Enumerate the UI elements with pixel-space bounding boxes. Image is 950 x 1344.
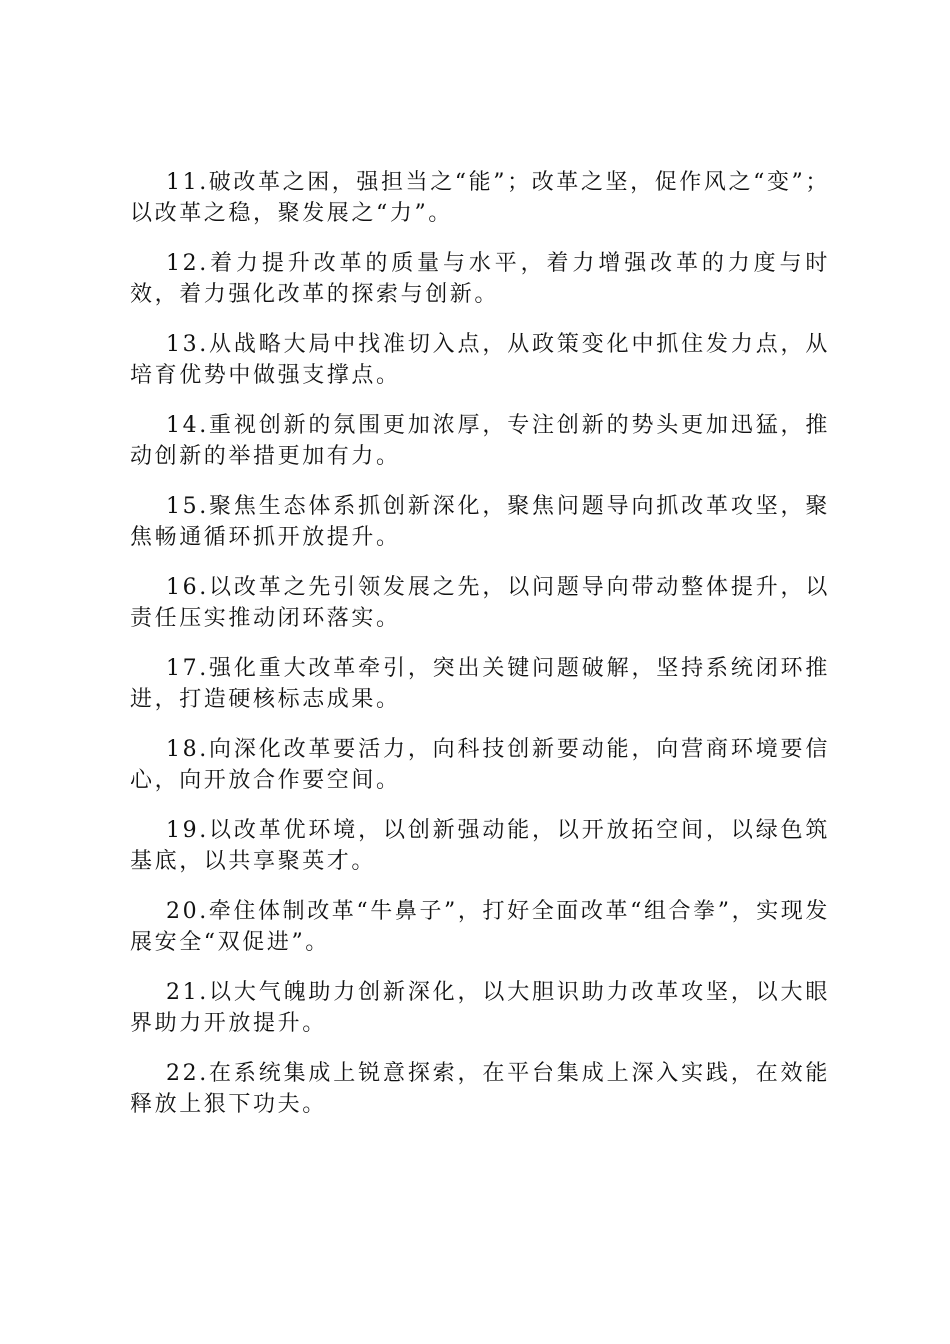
paragraph-20: 20.牵住体制改革“牛鼻子”，打好全面改革“组合拳”，实现发展安全“双促进”。 <box>130 899 830 955</box>
paragraph-14: 14.重视创新的氛围更加浓厚，专注创新的势头更加迅猛，推动创新的举措更加有力。 <box>130 413 830 469</box>
paragraph-19: 19.以改革优环境，以创新强动能，以开放拓空间，以绿色筑基底，以共享聚英才。 <box>130 818 830 874</box>
paragraph-17: 17.强化重大改革牵引，突出关键问题破解，坚持系统闭环推进，打造硬核标志成果。 <box>130 656 830 712</box>
document-body <box>130 167 830 1139</box>
paragraph-12: 12.着力提升改革的质量与水平，着力增强改革的力度与时效，着力强化改革的探索与创新。 <box>130 251 830 307</box>
paragraph-13: 13.从战略大局中找准切入点，从政策变化中抓住发力点，从培育优势中做强支撑点。 <box>130 332 830 388</box>
paragraph-22: 22.在系统集成上锐意探索，在平台集成上深入实践，在效能释放上狠下功夫。 <box>130 1061 830 1117</box>
paragraph-16: 16.以改革之先引领发展之先，以问题导向带动整体提升，以责任压实推动闭环落实。 <box>130 575 830 631</box>
paragraph-21: 21.以大气魄助力创新深化，以大胆识助力改革攻坚，以大眼界助力开放提升。 <box>130 980 830 1036</box>
paragraph-11: 11.破改革之困，强担当之“能”；改革之坚，促作风之“变”；以改革之稳，聚发展之“力”。 <box>130 170 830 226</box>
paragraph-18: 18.向深化改革要活力，向科技创新要动能，向营商环境要信心，向开放合作要空间。 <box>130 737 830 793</box>
paragraph-15: 15.聚焦生态体系抓创新深化，聚焦问题导向抓改革攻坚，聚焦畅通循环抓开放提升。 <box>130 494 830 550</box>
